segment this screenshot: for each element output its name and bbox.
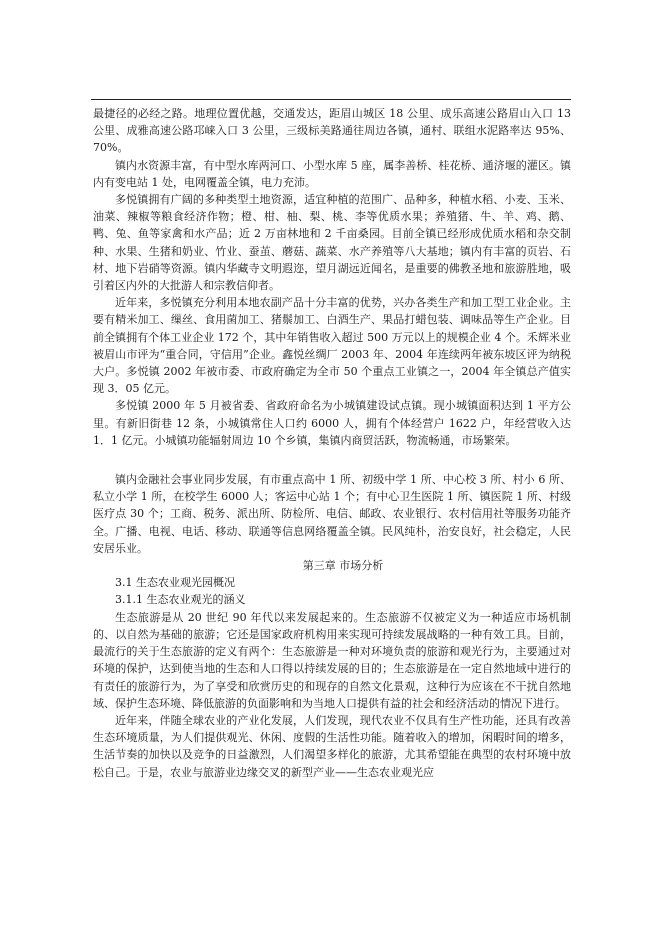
- paragraph: 近年来，多悦镇充分利用本地农副产品十分丰富的优势，兴办各类生产和加工型工业企业。主要有精米加工、缫丝、食用菌加工、猪鬃加工、白酒生产、果品打蜡包装、调味品等生产企业。目前全镇拥有个体工业企业 172 个，其中年销售收入超过 500 万元以上的规模企业 4 个。禾辉米业被眉山市评为“重合同，守信用”企业。鑫悦丝绸厂 2003 年、2004 年连续两年被东坡区评为纳税大户。多悦镇 2002 年被市委、市政府确定为全市 50 个重点工业镇之一，2004 年全镇总产值实现 3．05 亿元。: [93, 296, 571, 396]
- paragraph: 镇内水资源丰富，有中型水库两河口、小型水库 5 座，属李善桥、桂花桥、通济堰的灌区。镇内有变电站 1 处，电网覆盖全镇，电力充沛。: [93, 158, 571, 189]
- document-body: [93, 105, 571, 781]
- paragraph: 镇内金融社会事业同步发展，有市重点高中 1 所、初级中学 1 所、中心校 3 所、村小 6 所、私立小学 1 所，在校学生 6000 人；客运中心站 1 个；有中心卫生医院 1 所、镇医院 1 所、村级医疗点 30 个；工商、税务、派出所、防检所、电信、邮政、农业银行、农村信用社等服务功能齐全。广播、电视、电话、移动、联通等信息网络覆盖全镇。民风纯朴，治安良好，社会稳定，人民安居乐业。: [93, 473, 571, 555]
- subsection-heading: 3.1.1 生态农业观光的涵义: [115, 593, 246, 607]
- paragraph: 最捷径的必经之路。地理位置优越，交通发达，距眉山城区 18 公里、成乐高速公路眉山入口 13 公里、成雅高速公路邛崃入口 3 公里，三级标美路通往周边各镇，通村、联组水泥路率达 95%、70%。: [93, 107, 571, 155]
- header-rule: [91, 99, 571, 100]
- paragraph: 多悦镇拥有广阔的多种类型土地资源，适宜种植的范围广、品种多，种植水稻、小麦、玉米、油菜、辣椒等粮食经济作物；橙、柑、柚、梨、桃、李等优质水果；养殖猪、牛、羊、鸡、鹅、鸭、兔、鱼等家禽和水产品；近 2 万亩林地和 2 千亩桑园。目前全镇已经形成优质水稻和杂交制种、水果、生猪和奶业、竹业、蚕茧、蘑菇、蔬菜、水产养殖等八大基地；镇内有丰富的页岩、石材、地下岩硝等资源。镇内华藏寺文明遐迩，望月湖远近闻名，是重要的佛教圣地和旅游胜地，吸引着区内外的大批游人和宗教信仰者。: [93, 193, 571, 293]
- paragraph: 生态旅游是从 20 世纪 90 年代以来发展起来的。生态旅游不仅被定义为一种适应市场机制的、以自然为基础的旅游；它还是国家政府机构用来实现可持续发展战略的一种有效工具。目前，最流行的关于生态旅游的定义有两个：生态旅游是一种对环境负责的旅游和观光行为，主要通过对环境的保护，达到使当地的生态和人口得以持续发展的目的；生态旅游是在一定自然地域中进行的有责任的旅游行为，为了享受和欣赏历史的和现存的自然文化景观，这种行为应该在不干扰自然地域、保护生态环境、降低旅游的负面影响和为当地人口提供有益的社会和经济活动的情况下进行。: [93, 610, 571, 710]
- spacer: [93, 449, 571, 471]
- chapter-title: 第三章 市场分析: [302, 559, 384, 573]
- paragraph: 多悦镇 2000 年 5 月被省委、省政府命名为小城镇建设试点镇。现小城镇面积达到 1 平方公里。有新旧街巷 12 条，小城镇常住人口约 6000 人，拥有个体经营户 1622 户，年经营收入达 1．1 亿元。小城镇功能辐射周边 10 个乡镇，集镇内商贸活跃，物流畅通，市场繁荣。: [93, 399, 571, 447]
- paragraph: 近年来，伴随全球农业的产业化发展，人们发现，现代农业不仅具有生产性功能，还具有改善生态环境质量，为人们提供观光、休闲、度假的生活性功能。随着收入的增加，闲暇时间的增多，生活节奏的加快以及竞争的日益激烈，人们渴望多样化的旅游，尤其希望能在典型的农村环境中放松自己。于是，农业与旅游业边缘交叉的新型产业——生态农业观光应: [93, 713, 571, 779]
- section-heading: 3.1 生态农业观光园概况: [115, 576, 235, 590]
